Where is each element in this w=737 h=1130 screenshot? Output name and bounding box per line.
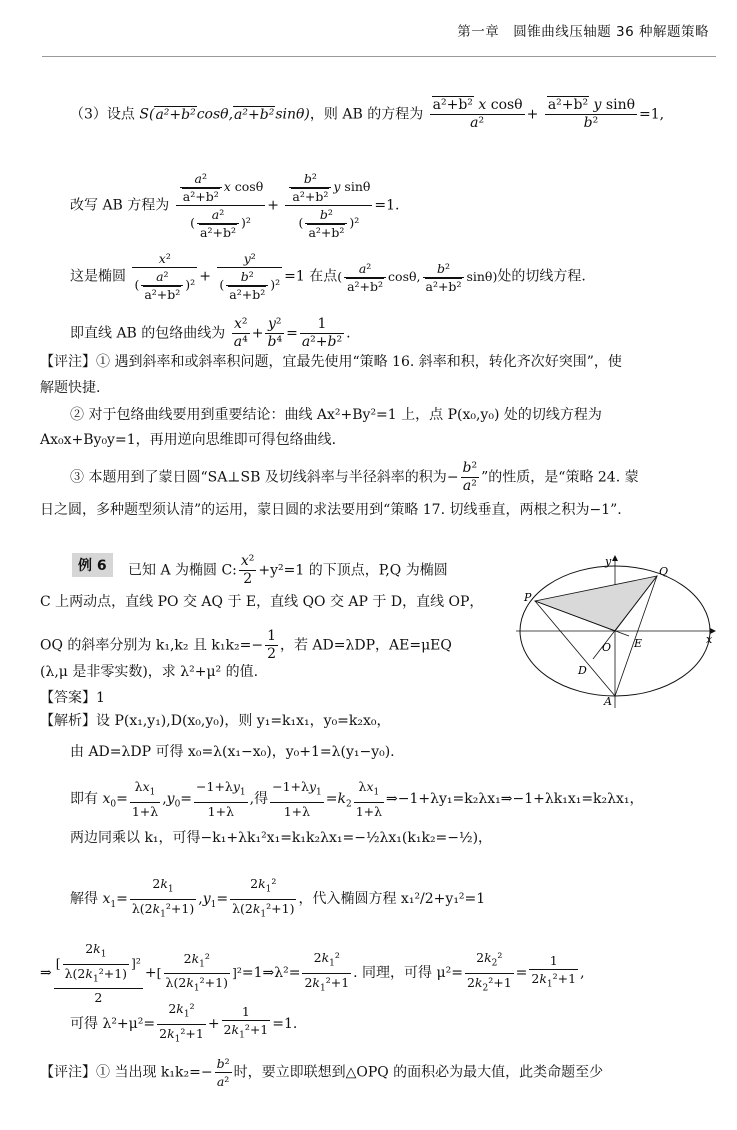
part3-line3: 这是椭圆 x² ( $\frac{\text{a²}}{\text{a²+b²}}$ )² + y² ( $\frac{\text{b²}}{\text{a²+b²}}$ )² =1 在点( $\frac{\text{a²}}{\text{a²+b²}}$ cosθ, $\frac{\text{b²}}{\text{a²+b²}}$ sinθ)处的切线方程. [70,251,586,302]
label-E: E [634,637,643,650]
label-Q: Q [659,565,669,578]
label-O: O [602,641,612,654]
comment-2b: Ax₀x+By₀y=1，再用逆向思维即可得包络曲线. [40,432,337,448]
label-A: A [604,695,612,708]
part3-line2: 改写 AB 方程为 $\frac{\text{a²}}{\text{a²+b²}}$ x cosθ ( $\frac{\text{a²}}{\text{a²+b²}}$ )² + $\frac{\text{b²}}{\text{a²+b²}}$ y sinθ ( $\frac{\text{b²}}{\text{a²+b²}}$ )² =1. [70,171,400,240]
analysis-4: 两边同乘以 k₁，可得−k₁+λk₁²x₁=k₁k₂λx₁=−½λx₁(k₁k₂=−½)， [70,830,493,846]
comment-3b: 日之圆，多种题型须认清”的运用，蒙日圆的求法要用到“策略 17. 切线垂直，两根之积为−1”. [40,502,622,518]
comment-3a: ③ 本题用到了蒙日圆“SA⊥SB 及切线斜率与半径斜率的积为− $\frac{\text{b²}}{\text{a²}}$ ”的性质，是“策略 24. 蒙 [70,460,639,494]
answer: 【答案】1 [40,690,105,706]
part3-line4: 即直线 AB 的包络曲线为 $\frac{\text{x²}}{\text{a⁴}}$ + $\frac{\text{y²}}{\text{b⁴}}$ = $\frac{1}{\text{a²+b²}}$ . [70,316,351,350]
point-S: S(a²+b²cosθ,a²+b²sinθ) [139,106,310,123]
analysis-5: 解得 $x_1=$ $\frac{2k_1}{\lambda(2k_1^2+1)}$ $,y_1=$ $\frac{2k_1^2}{\lambda(2k_1^2+1)}$ ，代入椭圆方程 x₁²/2+y₁²=1 [70,875,485,923]
analysis-2: 由 AD=λDP 可得 x₀=λ(x₁−x₀)，y₀+1=λ(y₁−y₀). [70,744,395,760]
label-x: x [706,633,713,646]
ex6-line4: (λ,μ 是非零实数)，求 λ²+μ² 的值. [40,664,259,680]
comment-final: 【评注】① 当出现 k₁k₂=− $\frac{\text{b²}}{\text{a²}}$ 时，要立即联想到△OPQ 的面积必为最大值，此类命题至少 [40,1056,604,1089]
ex6-line2: C 上两动点，直线 PO 交 AQ 于 E，直线 QO 交 AP 于 D，直线 OP， [40,594,484,610]
page-header: 第一章 圆锥曲线压轴题 36 种解题策略 [457,24,709,40]
comment-2a: ② 对于包络曲线要用到重要结论：曲线 Ax²+By²=1 上，点 P(x₀,y₀) 处的切线方程为 [70,407,602,423]
ex6-line3: OQ 的斜率分别为 k₁,k₂ 且 k₁k₂=− $\frac{1}{2}$ ，若 AD=λDP，AE=μEQ [40,628,452,662]
label-D: D [578,664,587,677]
analysis-6: ⇒ [ $\frac{2k_1}{\lambda(2k_1^2+1)}$ ]² 2 +[ $\frac{2k_1^2}{\lambda(2k_1^2+1)}$ ]²=1⇒λ²= $\frac{2k_1^2}{2k_1^2+1}$ . 同理，可得 μ²= $\frac{2k_2^2}{2k_2^2+1}$ = $\frac{1}{2k_1^2+1}$ , [40,941,585,1005]
analysis-1: 【解析】设 P(x₁,y₁),D(x₀,y₀)，则 y₁=k₁x₁，y₀=k₂x₀， [40,713,391,729]
analysis-3: 即有 $x_0=$ $\frac{\lambda x_1}{1+\lambda}$ $,y_0=$ $\frac{-1+\lambda y_1}{1+\lambda}$ ,得 $\frac{-1+\lambda y_1}{1+\lambda}$ $=k_2$ $\frac{\lambda x_1}{1+\lambda}$ ⇒−1+λy₁=k₂λx₁⇒−1+λk₁x₁=k₂λx₁， [70,779,644,819]
label-P: P [524,591,532,604]
ellipse-figure [512,553,717,713]
ex6-line1: 已知 A 为椭圆 C: $\frac{\text{x²}}{2}$ +y²=1 的下顶点，P,Q 为椭圆 [128,553,448,587]
header-rule [42,56,716,57]
example-tag: 例 6 [72,553,113,577]
label-y: y [605,555,612,568]
analysis-7: 可得 λ²+μ²= $\frac{2k_1^2}{2k_1^2+1}$ + $\frac{1}{2k_1^2+1}$ =1. [70,1000,297,1048]
y-axis-arrow [612,555,618,561]
comment-1b: 解题快捷. [40,380,101,396]
comment-1a: 【评注】① 遇到斜率和或斜率积问题，宜最先使用“策略 16. 斜率和积，转化齐次好突围”，使 [40,354,622,370]
part3-line1: （3）设点 S(a²+b²cosθ,a²+b²sinθ)，则 AB 的方程为 $\frac{\text{a²+b² x cosθ}}{\text{a²}}$ + $\frac{\text{a²+b² y sinθ}}{\text{b²}}$ =1, [70,97,665,131]
